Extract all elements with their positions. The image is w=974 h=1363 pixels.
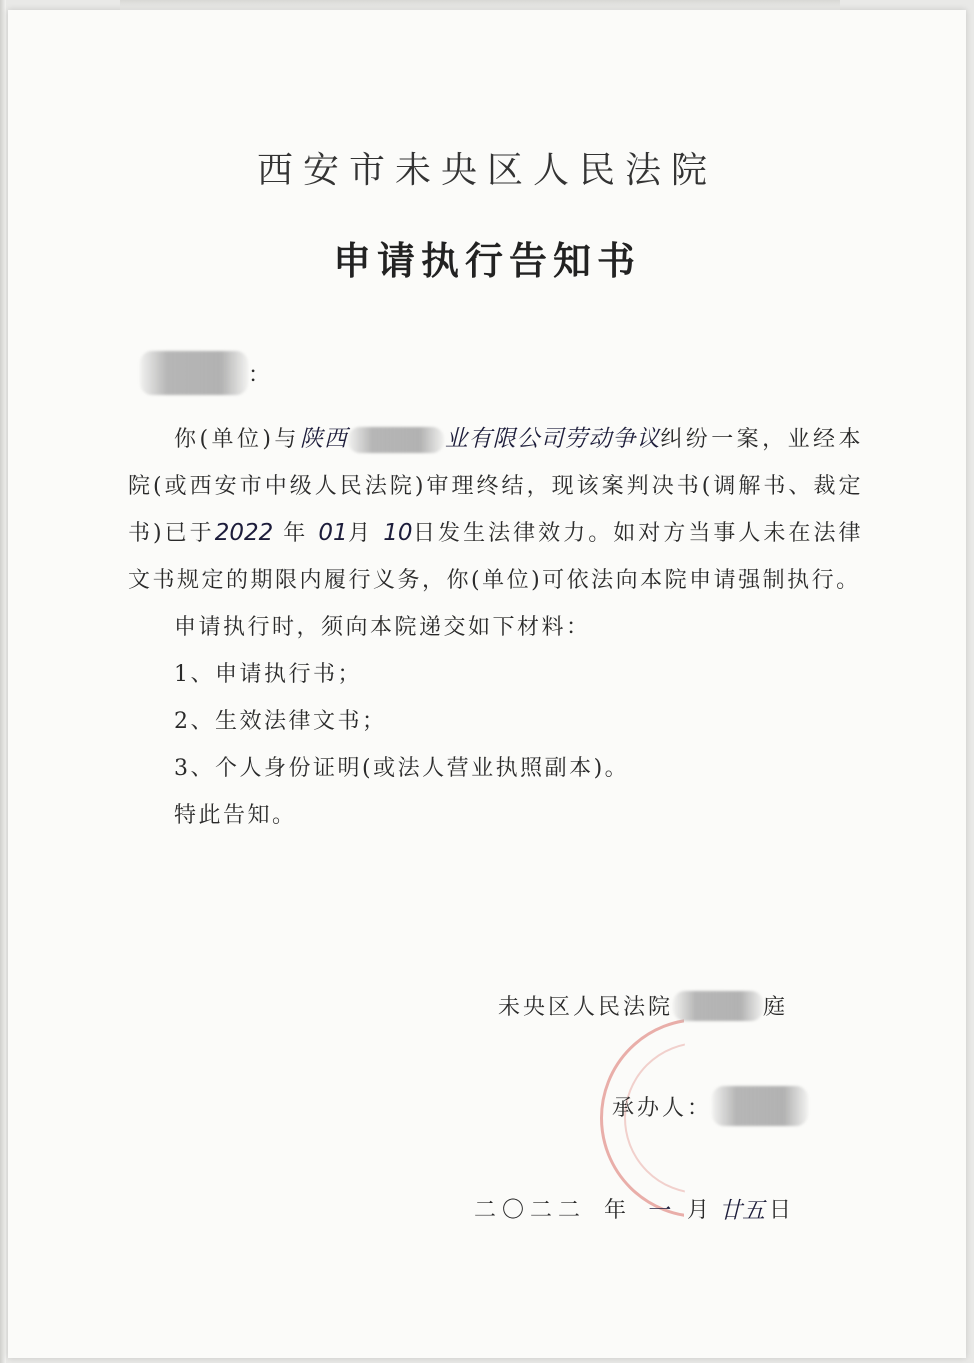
addressee-colon: ： [248,362,271,388]
redacted-department [673,991,763,1021]
party-name-handwritten-b: 业有限公司劳动争议 [443,426,661,452]
effective-month: 01 [318,520,348,546]
paragraph-main [128,416,863,604]
signoff-handler [612,1086,808,1126]
year-label: 年 [283,521,309,546]
redacted-handler-name [712,1086,808,1126]
redacted-party-name [348,427,444,453]
dept-suffix: 庭 [763,995,789,1020]
court-name: 西安市未央区人民法院 [256,150,717,191]
month-label: 月 [347,521,374,546]
date-month-handwritten: 一 [646,1198,670,1224]
date-day-handwritten: 廿五 [719,1198,766,1224]
p1-after-party: 纠纷一案，业经本院(或西安市中级人民法院)审理终结，现该案判决书(调解书、裁定书)已于 [128,427,863,546]
signoff-date [474,1192,797,1225]
addressee-line [140,350,270,396]
effective-year: 2022 [214,520,274,546]
list-item: 3、个人身份证明(或法人营业执照副本)。 [174,756,630,781]
paragraph-materials: 申请执行时，须向本院递交如下材料： [174,615,591,640]
party-name-handwritten-a: 陕西 [299,426,348,452]
date-month-label: 月 [687,1198,716,1223]
effective-day: 10 [383,520,413,546]
page-edge-shadow [0,0,6,1363]
list-item: 2、生效法律文书； [174,709,387,734]
notice-body [128,416,863,839]
date-year: 二〇二二 [474,1198,587,1223]
handler-label: 承办人： [612,1095,713,1121]
list-item: 1、申请执行书； [174,662,362,687]
date-day-label: 日 [769,1198,798,1223]
p1-intro: 你(单位)与 [174,427,300,452]
dept-prefix: 未央区人民法院 [498,995,674,1020]
closing-line: 特此告知。 [174,803,297,828]
signoff-department [498,990,788,1021]
date-year-label: 年 [604,1198,633,1223]
document-title: 申请执行告知书 [332,238,641,283]
p1-tail: 日发生法律效力。如对方当事人未在法律文书规定的期限内履行义务，你(单位)可依法向本院申请强制执行。 [128,521,863,593]
redacted-addressee [140,351,248,395]
